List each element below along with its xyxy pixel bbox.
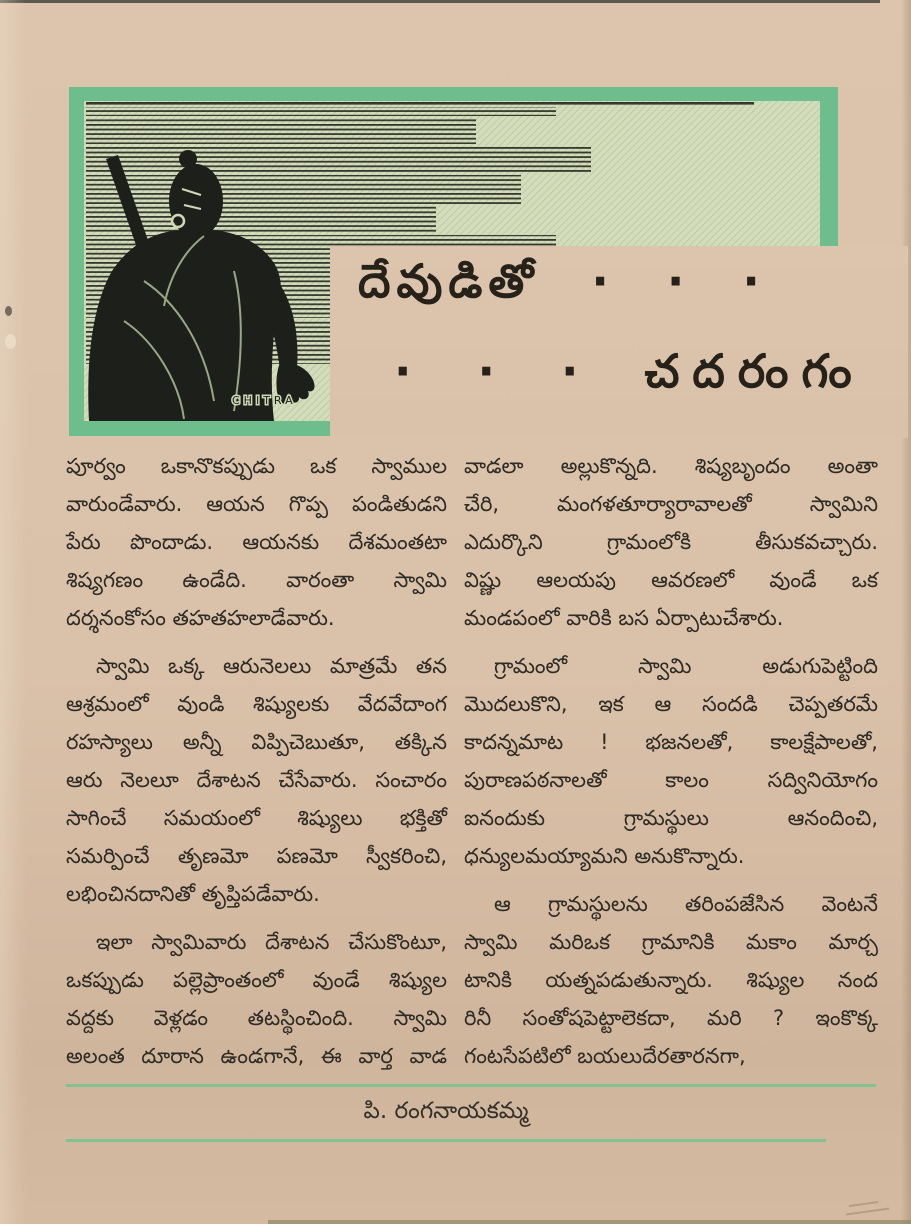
text-line: పేరు పొందాడు. ఆయనకు దేశమంతటా [66, 530, 447, 554]
scan-edge-bottom [268, 1220, 911, 1224]
page-title-line-1: దేవుడితో · · · [358, 254, 766, 308]
text-line: ఎదుర్కొని గ్రామంలోకి తీసుకవచ్చారు. [464, 530, 878, 554]
divider-bottom [66, 1139, 826, 1142]
text-line: ఆశ్రమంలో వుండి శిష్యులకు వేదవేదాంగ [66, 692, 447, 716]
paragraph [66, 923, 447, 1075]
text-line: రినీ సంతోషపెట్టాలెకదా, మరి ? ఇంకొక్క [464, 1006, 878, 1030]
text-line: విష్ణు ఆలయపు ఆవరణలో వుండే ఒక [464, 568, 878, 592]
text-line: మొదలుకొని, ఇక ఆ సందడి చెప్పతరమే [464, 692, 878, 716]
page-title-line-2: · · · చదరంగం [394, 344, 865, 398]
masthead [330, 246, 908, 438]
text-line: వద్దకు వెళ్లడం తటస్థించింది. స్వామి [66, 1006, 447, 1030]
text-line: దర్శనంకోసం తహతహలాడేవారు. [66, 606, 335, 630]
text-line: వాడలా అల్లుకొన్నది. శిష్యబృందం అంతా [464, 454, 878, 478]
paragraph [66, 447, 447, 637]
illustration-signature: CHITRA [232, 394, 297, 407]
text-line: టానికి యత్నపడుతున్నారు. శిష్యుల నంద [464, 968, 878, 992]
text-line: అలంత దూరాన ఉండగానే, ఈ వార్త వాడ [66, 1044, 447, 1068]
text-line: చేరి, మంగళతూర్యారావాలతో స్వామిని [464, 492, 878, 516]
paper-speck-light [5, 334, 16, 349]
text-line: స్వామి మరిఒక గ్రామానికి మకాం మార్చ [464, 930, 878, 954]
text-line: ఇలా స్వామివారు దేశాటన చేసుకొంటూ, [96, 930, 447, 954]
paper-speck-dark [5, 306, 12, 316]
paragraph [66, 647, 447, 913]
text-line: గంటసేపటిలో బయలుదేరతారనగా, [464, 1044, 746, 1068]
text-line: ధన్యులమయ్యామని అనుకొన్నారు. [464, 844, 745, 868]
text-line: గ్రామంలో స్వామి అడుగుపెట్టింది [494, 654, 878, 678]
paragraph [464, 885, 878, 1075]
paragraph [464, 447, 878, 637]
scan-edge-top [0, 0, 880, 3]
text-line: ఐనందుకు గ్రామస్థులు ఆనందించి, [464, 806, 878, 830]
text-line: సమర్పించే తృణమో పణమో స్వీకరించి, [66, 844, 447, 868]
divider-top [66, 1084, 876, 1087]
text-line: ఆరు నెలలూ దేశాటన చేసేవారు. సంచారం [66, 768, 447, 792]
text-line: లభించినదానితో తృప్తిపడేవారు. [66, 882, 320, 906]
paragraph [464, 647, 878, 875]
text-line: సాగించే సమయంలో శిష్యులు భక్తితో [66, 806, 447, 830]
scan-edge-left [0, 0, 26, 1224]
text-line: వారుండేవారు. ఆయన గొప్ప పండితుడని [66, 492, 447, 516]
scan-edge-right [901, 0, 911, 1224]
pencil-scribble [844, 1192, 899, 1221]
text-line: కాదన్నమాట ! భజనలతో, కాలక్షేపాలతో, [464, 730, 878, 754]
text-line: పురాణపఠనాలతో కాలం సద్వినియోగం [464, 768, 878, 792]
text-column-left [66, 447, 447, 1075]
text-column-right [464, 447, 878, 1075]
text-line: స్వామి ఒక్క ఆరునెలలు మాత్రమే తన [96, 654, 447, 678]
text-line: రహస్యాలు అన్నీ విప్పిచెబుతూ, తక్కిన [66, 730, 447, 754]
text-line: ఒకప్పుడు పల్లెప్రాంతంలో వుండే శిష్యుల [66, 968, 447, 992]
text-line: శిష్యగణం ఉండేది. వారంతా స్వామి [66, 568, 447, 592]
text-line: మండపంలో వారికి బస ఏర్పాటుచేశారు. [464, 606, 784, 630]
byline: పి. రంగనాయకమ్మ [363, 1098, 529, 1124]
text-line: పూర్వం ఒకానొకప్పుడు ఒక స్వాముల [66, 454, 447, 478]
text-line: ఆ గ్రామస్థులను తరింపజేసిన వెంటనే [494, 892, 878, 916]
